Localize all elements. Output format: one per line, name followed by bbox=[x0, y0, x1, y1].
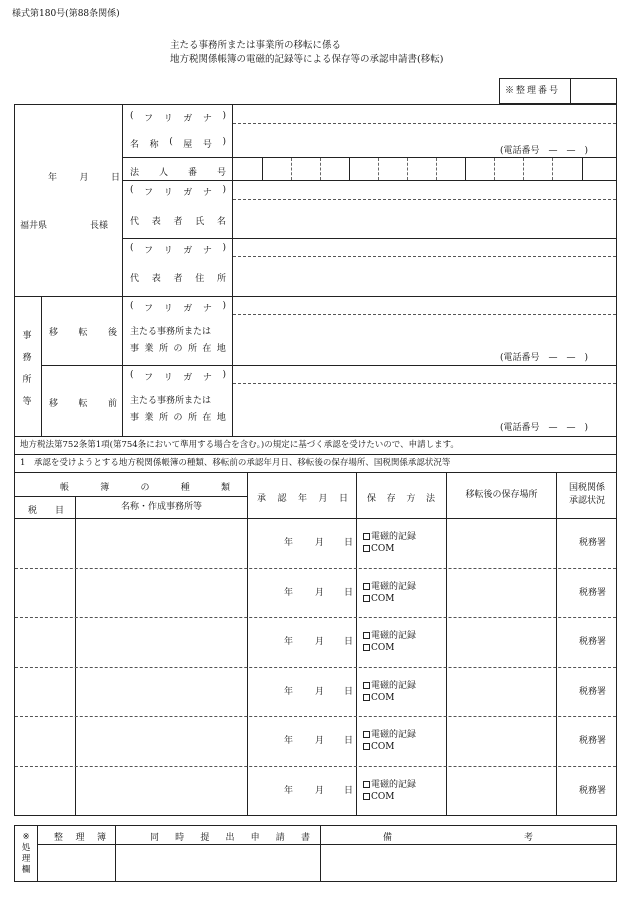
row-opt-electronic[interactable]: 電磁的記録 bbox=[363, 632, 416, 641]
row-month: 月 bbox=[315, 687, 325, 697]
row-year: 年 bbox=[284, 637, 294, 647]
th-doji-teishutsu: 同 時 提 出 申 請 書 bbox=[150, 833, 310, 843]
statement-text: 地方税法第752条第1項(第754条において準用する場合を含む。)の規定に基づく承認を受けたいので、申請します。 bbox=[20, 440, 459, 450]
row-zeimoku-field[interactable] bbox=[15, 668, 75, 715]
row-tax-office: 税務署 bbox=[579, 786, 607, 796]
before-office-label-1: 主たる事務所または bbox=[130, 396, 212, 406]
row-name-field[interactable] bbox=[76, 618, 246, 666]
before-furigana-label: ( フ リ ガ ナ ) bbox=[130, 370, 226, 383]
th-storage-method: 保 存 方 法 bbox=[367, 494, 435, 504]
row-place-field[interactable] bbox=[447, 668, 555, 715]
title-line-2: 地方税関係帳簿の電磁的記録等による保存等の承認申請書(移転) bbox=[170, 54, 444, 65]
addressee-prefecture: 福井県 bbox=[20, 221, 48, 231]
doji-teishutsu-field[interactable] bbox=[116, 845, 319, 881]
row-zeimoku-field[interactable] bbox=[15, 767, 75, 815]
row-opt-electronic[interactable]: 電磁的記録 bbox=[363, 731, 416, 740]
th-biko: 備 考 bbox=[383, 833, 533, 843]
row-name-field[interactable] bbox=[76, 519, 246, 567]
row-day: 日 bbox=[344, 736, 354, 746]
daihyo-name-furigana-label: ( フ リ ガ ナ ) bbox=[130, 185, 226, 198]
row-zeimoku-field[interactable] bbox=[15, 519, 75, 567]
checkbox-icon[interactable] bbox=[363, 644, 370, 651]
biko-field[interactable] bbox=[321, 845, 616, 881]
after-furigana-label: ( フ リ ガ ナ ) bbox=[130, 301, 226, 314]
iten-mae-label: 移 転 前 bbox=[49, 399, 117, 409]
checkbox-icon[interactable] bbox=[363, 682, 370, 689]
checkbox-icon[interactable] bbox=[363, 731, 370, 738]
meisho-furigana-field[interactable] bbox=[234, 106, 616, 122]
row-day: 日 bbox=[344, 637, 354, 647]
form-number: 様式第180号(第88条関係) bbox=[12, 9, 120, 19]
after-office-label-2: 事 業 所 の 所 在 地 bbox=[130, 344, 226, 354]
daihyo-addr-label: 代 表 者 住 所 bbox=[130, 274, 226, 284]
row-day: 日 bbox=[344, 538, 354, 548]
after-furigana-field[interactable] bbox=[234, 298, 616, 313]
addressee-title: 長様 bbox=[90, 221, 109, 231]
row-name-field[interactable] bbox=[76, 668, 246, 715]
title-line-1: 主たる事務所または事業所の移転に係る bbox=[170, 40, 342, 51]
meisho-label: 名 称 ( 屋 号 ) bbox=[130, 137, 226, 150]
after-office-label-1: 主たる事務所または bbox=[130, 327, 212, 337]
th-zeimoku: 税 目 bbox=[28, 506, 64, 516]
row-year: 年 bbox=[284, 786, 294, 796]
meisho-furigana-label: ( フ リ ガ ナ ) bbox=[130, 111, 226, 124]
row-tax-office: 税務署 bbox=[579, 538, 607, 548]
before-furigana-field[interactable] bbox=[234, 367, 616, 382]
checkbox-icon[interactable] bbox=[363, 793, 370, 800]
daihyo-name-label: 代 表 者 氏 名 bbox=[130, 217, 226, 227]
row-year: 年 bbox=[284, 588, 294, 598]
row-place-field[interactable] bbox=[447, 717, 555, 765]
seiri-number-field[interactable] bbox=[571, 79, 616, 103]
th-kokuzei-2: 承認状況 bbox=[568, 496, 605, 506]
row-opt-com[interactable]: COM bbox=[363, 595, 394, 604]
row-zeimoku-field[interactable] bbox=[15, 717, 75, 765]
seiribo-field[interactable] bbox=[38, 845, 114, 881]
row-place-field[interactable] bbox=[447, 519, 555, 567]
row-opt-com[interactable]: COM bbox=[363, 743, 394, 752]
row-opt-com[interactable]: COM bbox=[363, 793, 394, 802]
hojin-number-label: 法 人 番 号 bbox=[130, 168, 226, 178]
row-opt-electronic[interactable]: 電磁的記録 bbox=[363, 583, 416, 592]
checkbox-icon[interactable] bbox=[363, 533, 370, 540]
iten-go-label: 移 転 後 bbox=[49, 328, 117, 338]
daihyo-name-furigana-field[interactable] bbox=[234, 182, 616, 198]
th-approval-date: 承 認 年 月 日 bbox=[257, 494, 348, 504]
processing-vertical-label: ※ 処 理 欄 bbox=[21, 832, 31, 875]
before-phone: (電話番号 — — ) bbox=[500, 423, 589, 433]
row-place-field[interactable] bbox=[447, 767, 555, 815]
daihyo-name-field[interactable] bbox=[234, 201, 616, 237]
row-place-field[interactable] bbox=[447, 569, 555, 616]
daihyo-addr-furigana-field[interactable] bbox=[234, 240, 616, 255]
checkbox-icon[interactable] bbox=[363, 781, 370, 788]
checkbox-icon[interactable] bbox=[363, 583, 370, 590]
seiri-number-label: ※整理番号 bbox=[505, 86, 561, 96]
row-name-field[interactable] bbox=[76, 569, 246, 616]
row-month: 月 bbox=[315, 538, 325, 548]
row-tax-office: 税務署 bbox=[579, 687, 607, 697]
row-name-field[interactable] bbox=[76, 767, 246, 815]
checkbox-icon[interactable] bbox=[363, 545, 370, 552]
row-day: 日 bbox=[344, 687, 354, 697]
row-tax-office: 税務署 bbox=[579, 637, 607, 647]
th-storage-place: 移転後の保存場所 bbox=[465, 490, 538, 500]
date-line: 年 月 日 bbox=[48, 173, 120, 183]
checkbox-icon[interactable] bbox=[363, 595, 370, 602]
checkbox-icon[interactable] bbox=[363, 743, 370, 750]
row-opt-electronic[interactable]: 電磁的記録 bbox=[363, 682, 416, 691]
row-year: 年 bbox=[284, 687, 294, 697]
row-zeimoku-field[interactable] bbox=[15, 618, 75, 666]
before-office-label-2: 事 業 所 の 所 在 地 bbox=[130, 413, 226, 423]
after-phone: (電話番号 — — ) bbox=[500, 353, 589, 363]
meisho-phone: (電話番号 — — ) bbox=[500, 146, 589, 156]
row-month: 月 bbox=[315, 588, 325, 598]
th-books-type: 帳 簿 の 種 類 bbox=[60, 483, 230, 493]
row-month: 月 bbox=[315, 736, 325, 746]
row-opt-com[interactable]: COM bbox=[363, 644, 394, 653]
row-year: 年 bbox=[284, 736, 294, 746]
th-seiribo: 整 理 簿 bbox=[54, 833, 106, 843]
row-opt-com[interactable]: COM bbox=[363, 694, 394, 703]
office-vertical-label: 事 務 所 等 bbox=[22, 331, 32, 407]
row-zeimoku-field[interactable] bbox=[15, 569, 75, 616]
row-name-field[interactable] bbox=[76, 717, 246, 765]
checkbox-icon[interactable] bbox=[363, 694, 370, 701]
row-day: 日 bbox=[344, 588, 354, 598]
row-tax-office: 税務署 bbox=[579, 736, 607, 746]
row-day: 日 bbox=[344, 786, 354, 796]
daihyo-addr-furigana-label: ( フ リ ガ ナ ) bbox=[130, 243, 226, 256]
row-month: 月 bbox=[315, 786, 325, 796]
row-tax-office: 税務署 bbox=[579, 588, 607, 598]
checkbox-icon[interactable] bbox=[363, 632, 370, 639]
row-month: 月 bbox=[315, 637, 325, 647]
th-kokuzei-1: 国税関係 bbox=[568, 483, 605, 493]
row-opt-electronic[interactable]: 電磁的記録 bbox=[363, 781, 416, 790]
row-opt-com[interactable]: COM bbox=[363, 545, 394, 554]
th-name-office: 名称・作成事務所等 bbox=[120, 502, 202, 512]
section1-heading: 1 承認を受けようとする地方税関係帳簿の種類、移転前の承認年月日、移転後の保存場所、国税関係承認状況等 bbox=[20, 458, 451, 468]
row-year: 年 bbox=[284, 538, 294, 548]
row-opt-electronic[interactable]: 電磁的記録 bbox=[363, 533, 416, 542]
daihyo-addr-field[interactable] bbox=[234, 258, 616, 295]
row-place-field[interactable] bbox=[447, 618, 555, 666]
